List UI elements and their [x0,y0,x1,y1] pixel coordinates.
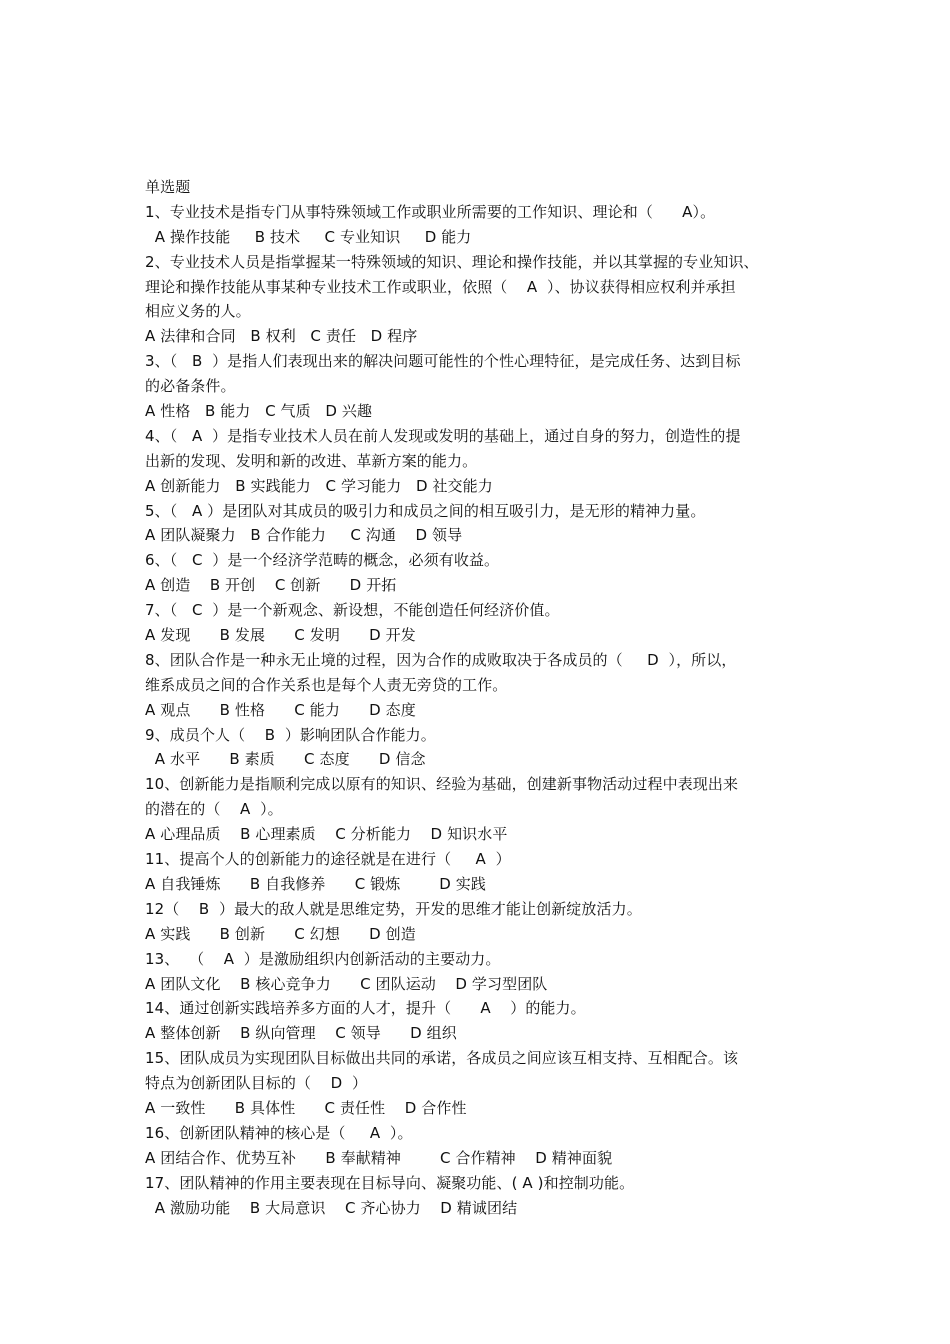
question-line: 理论和操作技能从事某种专业技术工作或职业，依照（ A ）、协议获得相应权利并承担 [145,277,736,296]
question-line: 13、 （ A ）是激励组织内创新活动的主要动力。 [145,949,501,968]
question-line: A 性格 B 能力 C 气质 D 兴趣 [145,402,373,421]
question-line: 5、（ A ）是团队对其成员的吸引力和成员之间的相互吸引力，是无形的精神力量。 [145,501,706,520]
question-line: A 实践 B 创新 C 幻想 D 创造 [145,924,416,943]
question-line: A 团队文化 B 核心竞争力 C 团队运动 D 学习型团队 [145,974,548,993]
question-line: 12（ B ）最大的敌人就是思维定势，开发的思维才能让创新绽放活力。 [145,899,642,918]
question-line: A 发现 B 发展 C 发明 D 开发 [145,626,416,645]
question-line: A 团结合作、优势互补 B 奉献精神 C 合作精神 D 精神面貌 [145,1148,613,1167]
question-line: 1、专业技术是指专门从事特殊领域工作或职业所需要的工作知识、理论和（ A）。 [145,202,716,221]
question-line: 14、通过创新实践培养多方面的人才，提升（ A ）的能力。 [145,999,586,1018]
question-line: A 激励功能 B 大局意识 C 齐心协力 D 精诚团结 [145,1198,518,1217]
question-line: 4、（ A ）是指专业技术人员在前人发现或发明的基础上，通过自身的努力，创造性的提 [145,426,741,445]
question-line: A 心理品质 B 心理素质 C 分析能力 D 知识水平 [145,825,508,844]
question-line: 2、专业技术人员是指掌握某一特殊领域的知识、理论和操作技能，并以其掌握的专业知识、 [145,252,759,271]
question-line: 的必备条件。 [145,377,236,396]
question-line: 维系成员之间的合作关系也是每个人责无旁贷的工作。 [145,675,508,694]
question-line: A 创新能力 B 实践能力 C 学习能力 D 社交能力 [145,476,493,495]
question-line: A 一致性 B 具体性 C 责任性 D 合作性 [145,1098,467,1117]
question-line: 15、团队成员为实现团队目标做出共同的承诺，各成员之间应该互相支持、互相配合。该 [145,1049,739,1068]
question-line: 出新的发现、发明和新的改进、革新方案的能力。 [145,451,478,470]
question-line: A 团队凝聚力 B 合作能力 C 沟通 D 领导 [145,526,463,545]
question-line: A 自我锤炼 B 自我修养 C 锻炼 D 实践 [145,874,487,893]
question-line: 17、团队精神的作用主要表现在目标导向、凝聚功能、( A )和控制功能。 [145,1173,635,1192]
question-line: 7、（ C ）是一个新观念、新设想，不能创造任何经济价值。 [145,601,560,620]
question-line: 的潜在的（ A ）。 [145,800,283,819]
question-line: 10、创新能力是指顺利完成以原有的知识、经验为基础，创建新事物活动过程中表现出来 [145,775,739,794]
question-line: 相应义务的人。 [145,302,251,321]
question-line: A 创造 B 开创 C 创新 D 开拓 [145,576,397,595]
document-page [145,175,835,1220]
section-title: 单选题 [145,178,191,196]
question-line: A 法律和合同 B 权利 C 责任 D 程序 [145,327,418,346]
question-line: 3、（ B ）是指人们表现出来的解决问题可能性的个性心理特征，是完成任务、达到目标 [145,352,741,371]
question-line: A 观点 B 性格 C 能力 D 态度 [145,700,416,719]
question-line: A 整体创新 B 纵向管理 C 领导 D 组织 [145,1024,457,1043]
question-line: 8、团队合作是一种永无止境的过程，因为合作的成败取决于各成员的（ D ），所以， [145,650,737,669]
question-line: A 操作技能 B 技术 C 专业知识 D 能力 [145,227,472,246]
question-line: 6、（ C ）是一个经济学范畴的概念，必须有收益。 [145,551,500,570]
question-line: 11、提高个人的创新能力的途径就是在进行（ A ） [145,850,511,869]
question-line: 特点为创新团队目标的（ D ） [145,1074,368,1093]
question-line: 16、创新团队精神的核心是（ A ）。 [145,1123,413,1142]
question-line: 9、成员个人（ B ）影响团队合作能力。 [145,725,436,744]
question-line: A 水平 B 素质 C 态度 D 信念 [145,750,426,769]
question-lines [145,200,835,1221]
